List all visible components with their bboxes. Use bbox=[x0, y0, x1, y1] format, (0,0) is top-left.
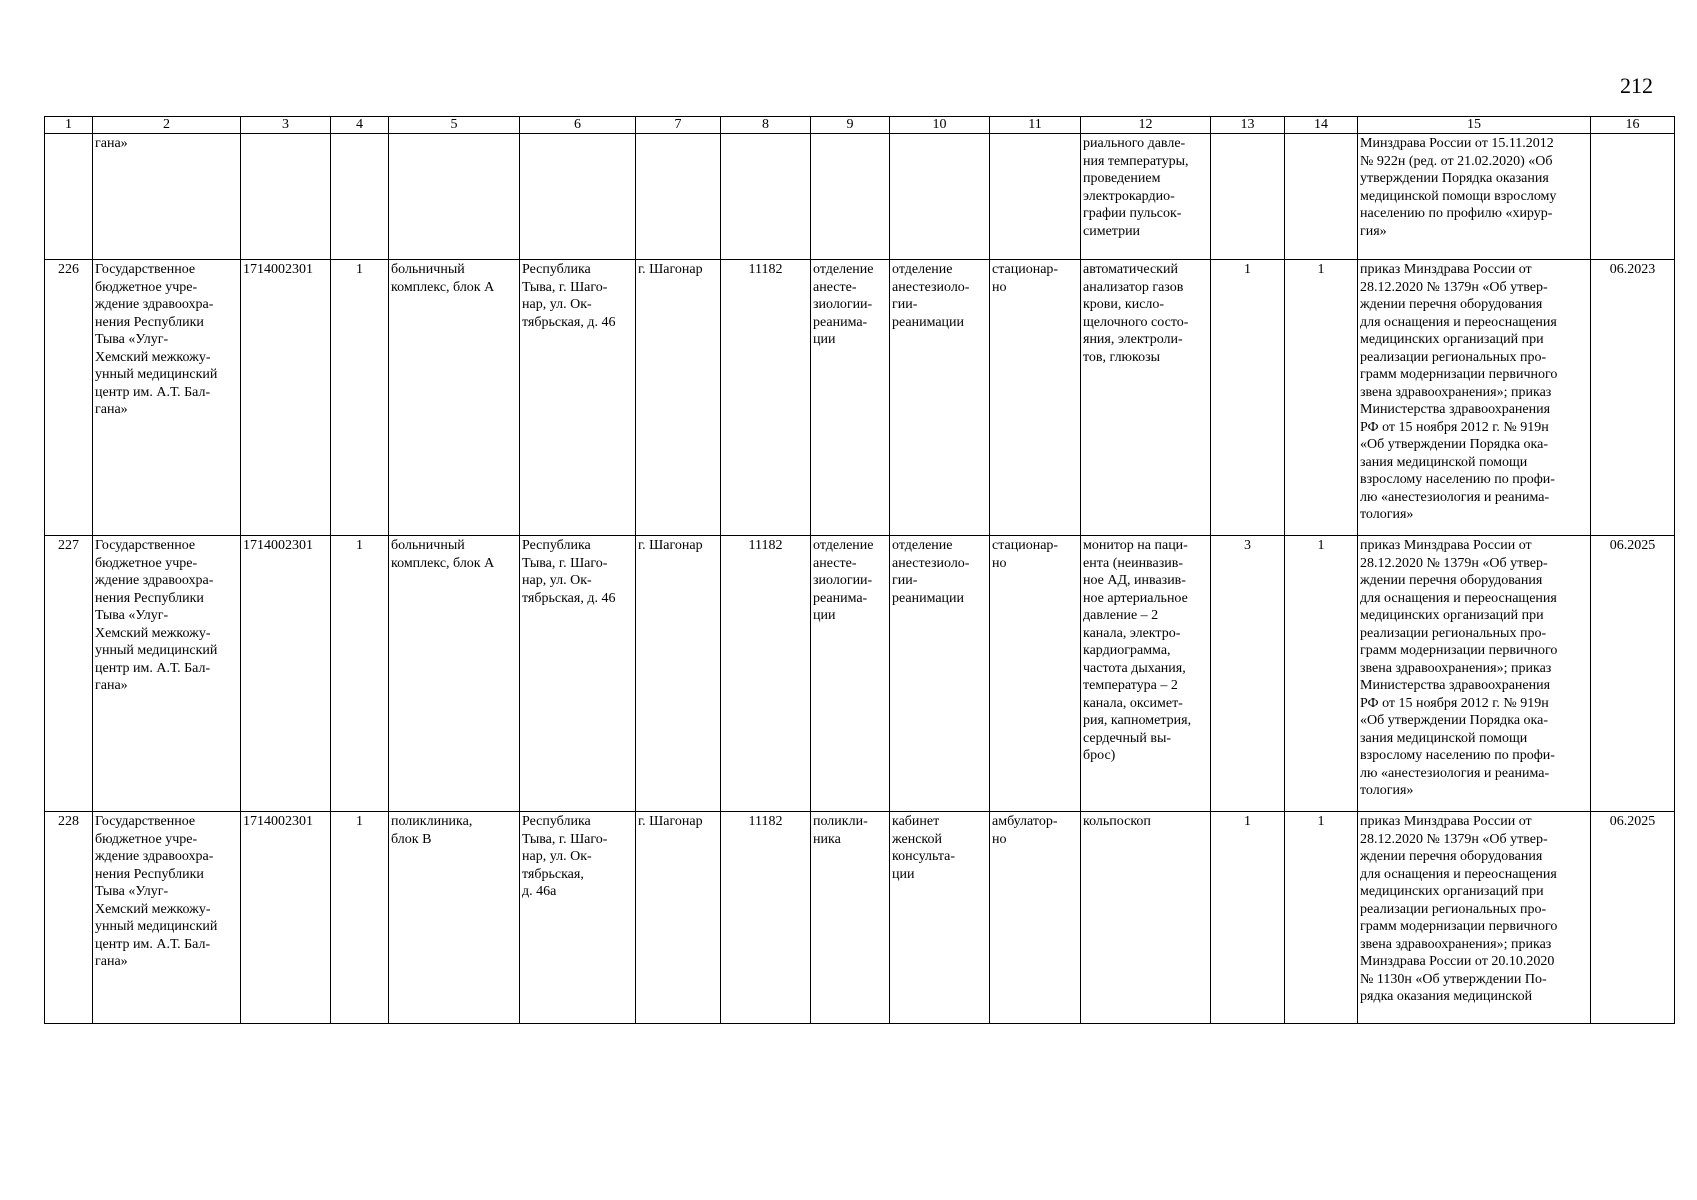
row-number: 226 bbox=[45, 260, 93, 536]
col13-cell: 3 bbox=[1211, 536, 1285, 812]
subdepartment-cell: отделение анестезиоло- гии- реанимации bbox=[890, 260, 990, 536]
column-number: 8 bbox=[721, 117, 811, 134]
subdepartment-cell: кабинет женской консульта- ции bbox=[890, 812, 990, 1024]
equipment-cell: риального давле- ния температуры, проведением электрокардио- графии пульсок- симетрии bbox=[1081, 134, 1211, 260]
city-cell: г. Шагонар bbox=[636, 536, 721, 812]
department-cell: поликли- ника bbox=[811, 812, 890, 1024]
address-cell: Республика Тыва, г. Шаго- нар, ул. Ок- тябрьская, д. 46 bbox=[520, 536, 636, 812]
org-name-cell: гана» bbox=[93, 134, 241, 260]
table-row bbox=[45, 812, 1675, 1024]
col14-cell: 1 bbox=[1285, 812, 1358, 1024]
basis-cell: приказ Минздрава России от 28.12.2020 № 1379н «Об утвер- ждении перечня оборудования для оснащения и переоснащения медицинских организаций при реализации региональных про- грамм модернизации первичного звена здравоохранения»; приказ Минздрава России от 20.10.2020 № 1130н «Об утверждении По- рядка оказания медицинской bbox=[1358, 812, 1591, 1024]
column-number: 11 bbox=[990, 117, 1081, 134]
org-name-cell: Государственное бюджетное учре- ждение здравоохра- нения Республики Тыва «Улуг- Хемский межкожу- унный медицинский центр им. А.Т. Бал- гана» bbox=[93, 812, 241, 1024]
table-row bbox=[45, 536, 1675, 812]
column-number: 15 bbox=[1358, 117, 1591, 134]
inn-cell: 1714002301 bbox=[241, 536, 331, 812]
row-number: 227 bbox=[45, 536, 93, 812]
col13-cell: 1 bbox=[1211, 812, 1285, 1024]
care-type-cell: амбулатор- но bbox=[990, 812, 1081, 1024]
col14-cell: 1 bbox=[1285, 260, 1358, 536]
data-table bbox=[44, 116, 1675, 1024]
column-number: 10 bbox=[890, 117, 990, 134]
column-number: 14 bbox=[1285, 117, 1358, 134]
building-cell: больничный комплекс, блок А bbox=[389, 536, 520, 812]
care-type-cell: стационар- но bbox=[990, 536, 1081, 812]
row-number: 228 bbox=[45, 812, 93, 1024]
department-cell: отделение анесте- зиологии- реанима- ции bbox=[811, 260, 890, 536]
inn-cell: 1714002301 bbox=[241, 812, 331, 1024]
subdepartment-cell: отделение анестезиоло- гии- реанимации bbox=[890, 536, 990, 812]
column-number: 16 bbox=[1591, 117, 1675, 134]
org-name-cell: Государственное бюджетное учре- ждение здравоохра- нения Республики Тыва «Улуг- Хемский межкожу- унный медицинский центр им. А.Т. Бал- гана» bbox=[93, 536, 241, 812]
equipment-cell: монитор на паци- ента (неинвазив- ное АД, инвазив- ное артериальное давление – 2 канала, электро- кардиограмма, частота дыхания, температура – 2 канала, оксимет- рия, капнометрия, сердечный вы- брос) bbox=[1081, 536, 1211, 812]
code-cell: 11182 bbox=[721, 536, 811, 812]
address-cell: Республика Тыва, г. Шаго- нар, ул. Ок- тябрьская, д. 46а bbox=[520, 812, 636, 1024]
address-cell: Республика Тыва, г. Шаго- нар, ул. Ок- тябрьская, д. 46 bbox=[520, 260, 636, 536]
code-cell: 11182 bbox=[721, 260, 811, 536]
col13-cell: 1 bbox=[1211, 260, 1285, 536]
org-name-cell: Государственное бюджетное учре- ждение здравоохра- нения Республики Тыва «Улуг- Хемский межкожу- унный медицинский центр им. А.Т. Бал- гана» bbox=[93, 260, 241, 536]
equipment-cell: автоматический анализатор газов крови, кисло- щелочного состо- яния, электроли- тов, глюкозы bbox=[1081, 260, 1211, 536]
col4-cell: 1 bbox=[331, 260, 389, 536]
basis-cell: приказ Минздрава России от 28.12.2020 № 1379н «Об утвер- ждении перечня оборудования для оснащения и переоснащения медицинских организаций при реализации региональных про- грамм модернизации первичного звена здравоохранения»; приказ Министерства здравоохранения РФ от 15 ноября 2012 г. № 919н «Об утверждении Порядка ока- зания медицинской помощи взрослому населению по профи- лю «анестезиология и реанима- тология» bbox=[1358, 260, 1591, 536]
care-type-cell: стационар- но bbox=[990, 260, 1081, 536]
column-number: 7 bbox=[636, 117, 721, 134]
column-number: 12 bbox=[1081, 117, 1211, 134]
column-number: 9 bbox=[811, 117, 890, 134]
code-cell: 11182 bbox=[721, 812, 811, 1024]
continuation-row bbox=[45, 134, 1675, 260]
column-number: 4 bbox=[331, 117, 389, 134]
date-cell: 06.2025 bbox=[1591, 812, 1675, 1024]
col14-cell: 1 bbox=[1285, 536, 1358, 812]
column-number: 13 bbox=[1211, 117, 1285, 134]
city-cell: г. Шагонар bbox=[636, 260, 721, 536]
building-cell: больничный комплекс, блок А bbox=[389, 260, 520, 536]
column-number: 6 bbox=[520, 117, 636, 134]
basis-cell: приказ Минздрава России от 28.12.2020 № 1379н «Об утвер- ждении перечня оборудования для оснащения и переоснащения медицинских организаций при реализации региональных про- грамм модернизации первичного звена здравоохранения»; приказ Министерства здравоохранения РФ от 15 ноября 2012 г. № 919н «Об утверждении Порядка ока- зания медицинской помощи взрослому населению по профи- лю «анестезиология и реанима- тология» bbox=[1358, 536, 1591, 812]
building-cell: поликлиника, блок В bbox=[389, 812, 520, 1024]
table-row bbox=[45, 260, 1675, 536]
date-cell: 06.2025 bbox=[1591, 536, 1675, 812]
column-number: 5 bbox=[389, 117, 520, 134]
department-cell: отделение анесте- зиологии- реанима- ции bbox=[811, 536, 890, 812]
column-number: 3 bbox=[241, 117, 331, 134]
column-number: 1 bbox=[45, 117, 93, 134]
page-number: 212 bbox=[1620, 73, 1653, 98]
basis-cell: Минздрава России от 15.11.2012 № 922н (ред. от 21.02.2020) «Об утверждении Порядка оказания медицинской помощи взрослому населению по профилю «хирур- гия» bbox=[1358, 134, 1591, 260]
column-number-row bbox=[45, 117, 1675, 134]
city-cell: г. Шагонар bbox=[636, 812, 721, 1024]
equipment-cell: кольпоскоп bbox=[1081, 812, 1211, 1024]
date-cell: 06.2023 bbox=[1591, 260, 1675, 536]
column-number: 2 bbox=[93, 117, 241, 134]
inn-cell: 1714002301 bbox=[241, 260, 331, 536]
col4-cell: 1 bbox=[331, 812, 389, 1024]
col4-cell: 1 bbox=[331, 536, 389, 812]
